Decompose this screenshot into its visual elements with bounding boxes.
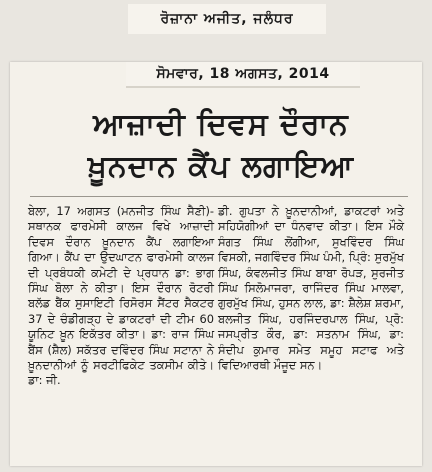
publication-date: ਸੋਮਵਾਰ, 18 ਅਗਸਤ, 2014 <box>156 66 330 82</box>
article-body-left: ਬੇਲਾ, 17 ਅਗਸਤ (ਮਨਜੀਤ ਸਿੰਘ ਸੈਣੀ)-ਸਥਾਨਕ ਫਾਰਮੇਸੀ ਕਾਲਜ ਵਿਖੇ ਆਜ਼ਾਦੀ ਦਿਵਸ ਦੌਰਾਨ ਖ਼ੂਨਦਾਨ ਕੈਂਪ ਲਗਾਇਆ ਗਿਆ। ਕੈਂਪ ਦਾ ਉਦਘਾਟਨ ਫਾਰਮੇਸੀ ਕਾਲਜ ਦੀ ਪ੍ਰਬੰਧਕੀ ਕਮੇਟੀ ਦੇ ਪ੍ਰਧਾਨ ਡਾ: ਭਾਗ ਸਿੰਘ ਬੋਲਾ ਨੇ ਕੀਤਾ। ਇਸ ਦੌਰਾਨ ਰੋਟਰੀ ਬਲੱਡ ਬੈਂਕ ਸੁਸਾਇਟੀ ਰਿਸੋਰਸ ਸੈਂਟਰ ਸੈਕਟਰ 37 ਦੇ ਚੰਡੀਗੜ੍ਹ ਦੇ ਡਾਕਟਰਾਂ ਦੀ ਟੀਮ 60 ਯੂਨਿਟ ਖ਼ੂਨ ਇਕੱਤਰ ਕੀਤਾ। ਡਾ: ਰਾਜ ਸਿੰਘ ਬੈਂਸ (ਸ਼ੈਲ) ਸਕੱਤਰ ਦਵਿੰਦਰ ਸਿੰਘ ਸਟਾਨਾ ਨੇ ਖ਼ੂਨਦਾਨੀਆਂ ਨੂੰ ਸਰਟੀਫਿਕੇਟ ਤਕਸੀਮ ਕੀਤੇ। ਡਾ: ਜੀ. <box>28 204 214 388</box>
headline <box>56 104 386 188</box>
dateline-strip <box>126 62 360 88</box>
masthead-strip <box>128 4 326 34</box>
newspaper-name: ਰੋਜ਼ਾਨਾ ਅਜੀਤ, ਜਲੰਧਰ <box>160 11 294 27</box>
headline-line-1: ਆਜ਼ਾਦੀ ਦਿਵਸ ਦੌਰਾਨ <box>93 107 349 142</box>
article-column-right <box>218 204 404 373</box>
headline-line-2: ਖ਼ੂਨਦਾਨ ਕੈਂਪ ਲਗਾਇਆ <box>87 149 355 184</box>
article-column-left <box>28 204 214 389</box>
article-body-right: ਡੀ. ਗੁਪਤਾ ਨੇ ਖ਼ੂਨਦਾਨੀਆਂ, ਡਾਕਟਰਾਂ ਅਤੇ ਸਹਿਯੋਗੀਆਂ ਦਾ ਧੰਨਵਾਦ ਕੀਤਾ। ਇਸ ਮੌਕੇ ਸੰਗਤ ਸਿੰਘ ਲੋਂਗੀਆ, ਸੁਖਵਿੰਦਰ ਸਿੰਘ ਵਿਸਕੀ, ਜਗਵਿੰਦਰ ਸਿੰਘ ਪੰਮੀ, ਪ੍ਰਿੰ: ਸੁਰਮੁੱਖ ਸਿੰਘ, ਕੰਵਲਜੀਤ ਸਿੰਘ ਬਾਬਾ ਰੋਪੜ, ਸੁਰਜੀਤ ਸਿੰਘ ਸਿਲੋਮਾਜਰਾ, ਰਾਜਿੰਦਰ ਸਿੰਘ ਮਾਲਵਾ, ਗੁਰਮੁੱਖ ਸਿੰਘ, ਹੁਸਨ ਲਾਲ, ਡਾ: ਸ਼ੈਲੇਸ਼ ਸ਼ਰਮਾ, ਬਲਜੀਤ ਸਿੰਘ, ਹਰਜਿੰਦਰਪਾਲ ਸਿੰਘ, ਪ੍ਰੋ: ਜਸਪ੍ਰੀਤ ਕੌਰ, ਡਾ: ਸਤਨਾਮ ਸਿੰਘ, ਡਾ: ਸੰਦੀਪ ਕੁਮਾਰ ਸਮੇਤ ਸਮੂਹ ਸਟਾਫ ਅਤੇ ਵਿਦਿਆਰਥੀ ਮੌਜੂਦ ਸਨ। <box>218 204 404 373</box>
divider <box>30 196 408 197</box>
